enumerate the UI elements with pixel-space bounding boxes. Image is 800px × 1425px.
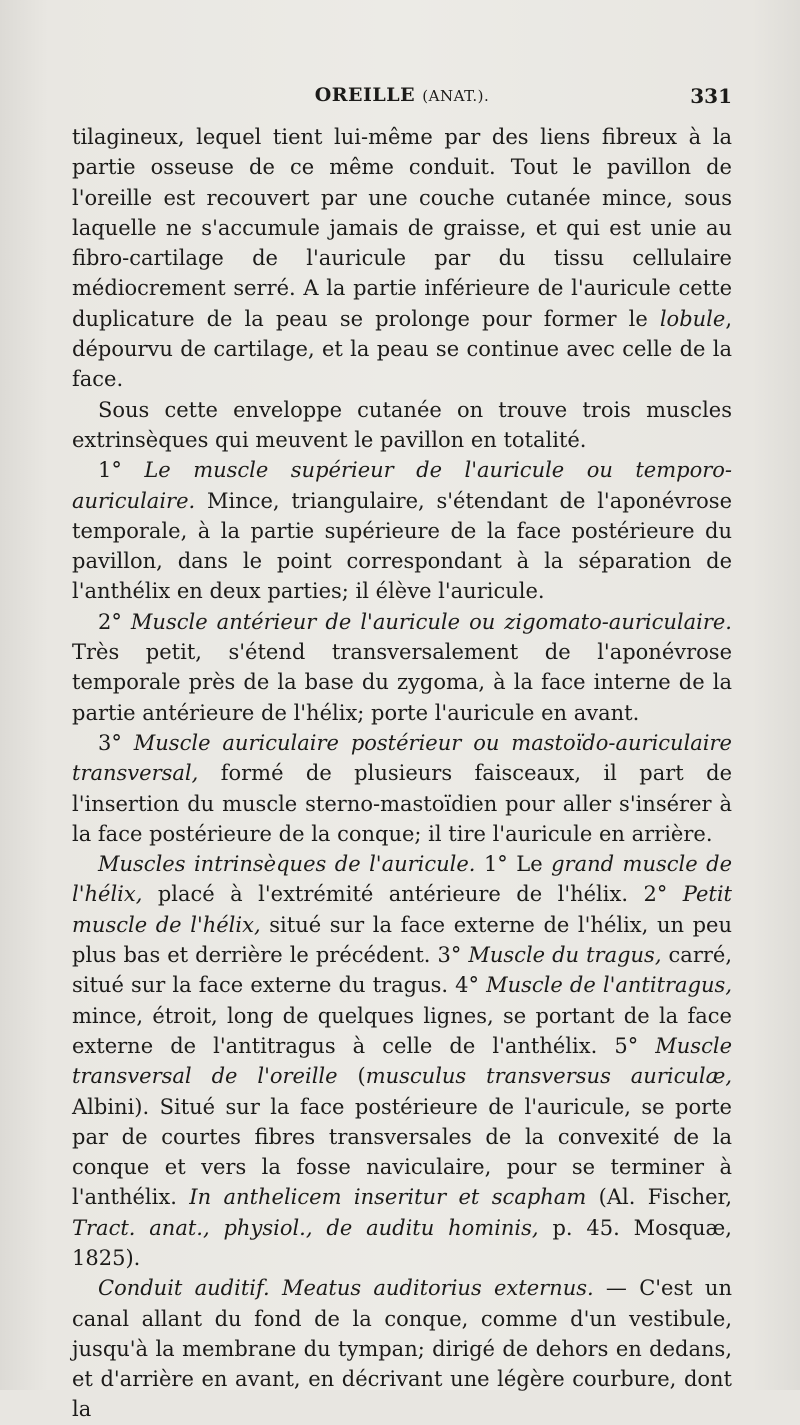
body-text xyxy=(72,122,732,1425)
paragraph: Conduit auditif. Meatus auditorius externus. — C'est un canal allant du fond de la conque, comme d'un vestibule, jusqu'à la membrane du tympan; dirigé de dehors en dedans, et d'arrière en avant, en décrivant une légère courbure, dont la xyxy=(72,1276,732,1422)
running-head xyxy=(72,84,732,106)
running-subtitle: (ANAT.). xyxy=(422,87,490,105)
paragraph: tilagineux, lequel tient lui-même par des liens fibreux à la partie osseuse de ce même conduit. Tout le pavillon de l'oreille est recouvert par une couche cutanée mince, sous laquelle ne s'accumule jamais de graisse, et qui est unie au fibro-cartilage de l'auricule par du tissu cellulaire médiocrement serré. A la partie inférieure de l'auricule cette duplicature de la peau se prolonge pour former le lobule, dépourvu de cartilage, et la peau se continue avec celle de la face. xyxy=(72,125,732,392)
paragraph: 3° Muscle auriculaire postérieur ou mastoïdo-auriculaire transversal, formé de plusieurs faisceaux, il part de l'insertion du muscle sterno-mastoïdien pour aller s'insérer à la face postérieure de la conque; il tire l'auricule en arrière. xyxy=(72,730,732,846)
page-number: 331 xyxy=(690,84,732,108)
paragraph: Sous cette enveloppe cutanée on trouve trois muscles extrinsèques qui meuvent le pavillon en totalité. xyxy=(72,397,732,452)
page-header xyxy=(72,84,732,118)
paragraph: 2° Muscle antérieur de l'auricule ou zigomato-auriculaire. Très petit, s'étend transversalement de l'aponévrose temporale près de la base du zygoma, à la face interne de la partie antérieure de l'hélix; porte l'auricule en avant. xyxy=(72,609,732,725)
paragraph: Muscles intrinsèques de l'auricule. 1° Le grand muscle de l'hélix, placé à l'extrémité antérieure de l'hélix. 2° Petit muscle de l'hélix, situé sur la face externe de l'hélix, un peu plus bas et derrière le précédent. 3° Muscle du tragus, carré, situé sur la face externe du tragus. 4° Muscle de l'antitragus, mince, étroit, long de quelques lignes, se portant de la face externe de l'antitragus à celle de l'anthélix. 5° Muscle transversal de l'oreille (musculus transversus auriculæ, Albini). Situé sur la face postérieure de l'auricule, se porte par de courtes fibres transversales de la convexité de la conque et vers la fosse naviculaire, pour se terminer à l'anthélix. In anthelicem inseritur et scapham (Al. Fischer, Tract. anat., physiol., de auditu hominis, p. 45. Mosquæ, 1825). xyxy=(72,852,733,1270)
paragraph: 1° Le muscle supérieur de l'auricule ou temporo-auriculaire. Mince, triangulaire, s'étendant de l'aponévrose temporale, à la partie supérieure de la face postérieure du pavillon, dans le point correspondant à la séparation de l'anthélix en deux parties; il élève l'auricule. xyxy=(72,458,732,604)
running-title: OREILLE xyxy=(314,84,416,106)
